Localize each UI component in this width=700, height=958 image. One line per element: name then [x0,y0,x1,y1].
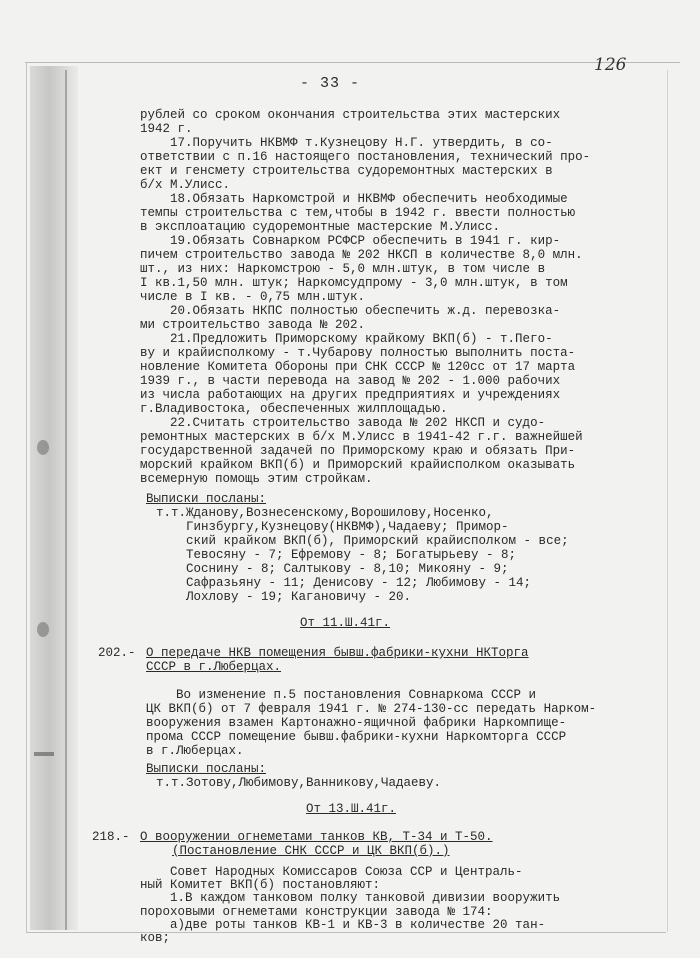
scan-border-left [26,62,27,932]
text-line: 20.Обязать НКПС полностью обеспечить ж.д. перевозка- [140,304,561,318]
mailing-heading: Выписки посланы: [146,492,267,506]
section-date: От 13.Ш.41г. [306,802,397,816]
text-line: шт., из них: Наркомстрою - 5,0 млн.штук, в том числе в [140,262,546,276]
archive-page-number: 126 [594,55,627,75]
text-line: ЦК ВКП(б) от 7 февраля 1941 г. № 274-130-сс передать Нарком- [146,702,597,716]
page-number: - 33 - [300,75,361,92]
text-line: 1942 г. [140,122,193,136]
binding-shadow [30,66,78,930]
text-line: в эксплоатацию судоремонтные мастерские М.Улисс. [140,220,501,234]
text-line: Во изменение п.5 постановления Совнаркома СССР и [146,688,537,702]
text-line: ву и крайисполкому - т.Чубарову полностью выполнить поста- [140,346,576,360]
text-line: 21.Предложить Приморскому крайкому ВКП(б) - т.Пего- [140,332,553,346]
binding-hole [37,440,49,455]
mailing-line: Тевосяну - 7; Ефремову - 8; Богатырьеву - 8; [156,548,517,562]
text-line: ект и генсмету строительства судоремонтных мастерских в [140,164,553,178]
text-line: ков; [140,931,171,945]
section-date: От 11.Ш.41г. [300,616,391,630]
scan-border-top [25,62,680,63]
item-subtitle: (Постановление СНК СССР и ЦК ВКП(б).) [172,844,450,858]
binding-hole [37,622,49,637]
page-right-edge [667,70,668,932]
text-line: вооружения взамен Картонажно-ящичной фабрики Наркомпище- [146,716,567,730]
text-line: темпы строительства с тем,чтобы в 1942 г. ввести полностью [140,206,576,220]
text-line: б/х М.Улисс. [140,178,231,192]
text-line: в г.Люберцах. [146,744,244,758]
text-line: всемерную помощь этим стройкам. [140,472,373,486]
mailing-line: т.т.Жданову,Вознесенскому,Ворошилову,Носенко, [156,506,494,520]
text-line: 1939 г., в части перевода на завод № 202 - 1.000 рабочих [140,374,561,388]
text-line: пороховыми огнеметами конструкции завода № 174: [140,904,493,919]
text-line: г.Владивостока, обеспеченных жилплощадью. [140,402,448,416]
item-title: СССР в г.Люберцах. [146,660,282,674]
item-number: 202.- [98,646,136,660]
text-line: числе в I кв. - 0,75 млн.штук. [140,290,366,304]
text-line: ный Комитет ВКП(б) постановляют: [140,878,381,893]
mailing-line: Лохлову - 19; Кагановичу - 20. [156,590,412,604]
text-line: 19.Обязать Совнарком РСФСР обеспечить в 1941 г. кир- [140,234,561,248]
text-line: а)две роты танков КВ-1 и КВ-3 в количестве 20 тан- [140,917,546,932]
text-line: из числа работающих на других предприятиях и учреждениях [140,388,561,402]
text-line: ми строительство завода № 202. [140,318,366,332]
text-line: новление Комитета Обороны при СНК СССР № 120сс от 17 марта [140,360,576,374]
mailing-line: ский крайком ВКП(б), Приморский крайисполком - все; [156,534,569,548]
mailing-line: Гинзбургу,Кузнецову(НКВМФ),Чадаеву; Примор- [156,520,509,534]
text-line: пичем строительство завода № 202 НКСП в количестве 8,0 млн. [140,248,583,262]
mailing-line: Сафразьяну - 11; Денисову - 12; Любимову - 14; [156,576,532,590]
text-line: рублей со сроком окончания строительства этих мастерских [140,108,561,122]
item-title: О передаче НКВ помещения бывш.фабрики-кухни НКТорга [146,646,529,660]
binding-fold-line [65,70,67,930]
item-number: 218.- [92,830,130,844]
mailing-heading: Выписки посланы: [146,762,267,776]
mailing-line: т.т.Зотову,Любимову,Ванникову,Чадаеву. [156,776,442,790]
mailing-line: Соснину - 8; Салтыкову - 8,10; Микояну - 9; [156,562,509,576]
item-title: О вооружении огнеметами танков КВ, Т-34 и Т-50. [140,830,493,844]
text-line: 22.Считать строительство завода № 202 НКСП и судо- [140,416,546,430]
text-line: прома СССР помещение бывш.фабрики-кухни Наркомторга СССР [146,730,567,744]
text-line: I кв.1,50 млн. штук; Наркомсудпрому - 3,0 млн.штук, в том [140,276,568,290]
text-line: морский крайком ВКП(б) и Приморский крайисполком оказывать [140,458,576,472]
text-line: 1.В каждом танковом полку танковой дивизии вооружить [140,891,561,906]
text-line: 17.Поручить НКВМФ т.Кузнецову Н.Г. утвердить, в со- [140,136,553,150]
text-line: ремонтных мастерских в б/х М.Улисс в 1941-42 г.г. важнейшей [140,430,583,444]
binding-staple [34,752,54,756]
text-line: 18.Обязать Наркомстрой и НКВМФ обеспечить необходимые [140,192,568,206]
text-line: Совет Народных Комиссаров Союза ССР и Централь- [140,865,523,879]
text-line: ответствии с п.16 настоящего постановления, технический про- [140,150,591,164]
page-bottom-edge [26,932,666,933]
text-line: государственной задачей по Приморскому краю и обязать При- [140,444,576,458]
